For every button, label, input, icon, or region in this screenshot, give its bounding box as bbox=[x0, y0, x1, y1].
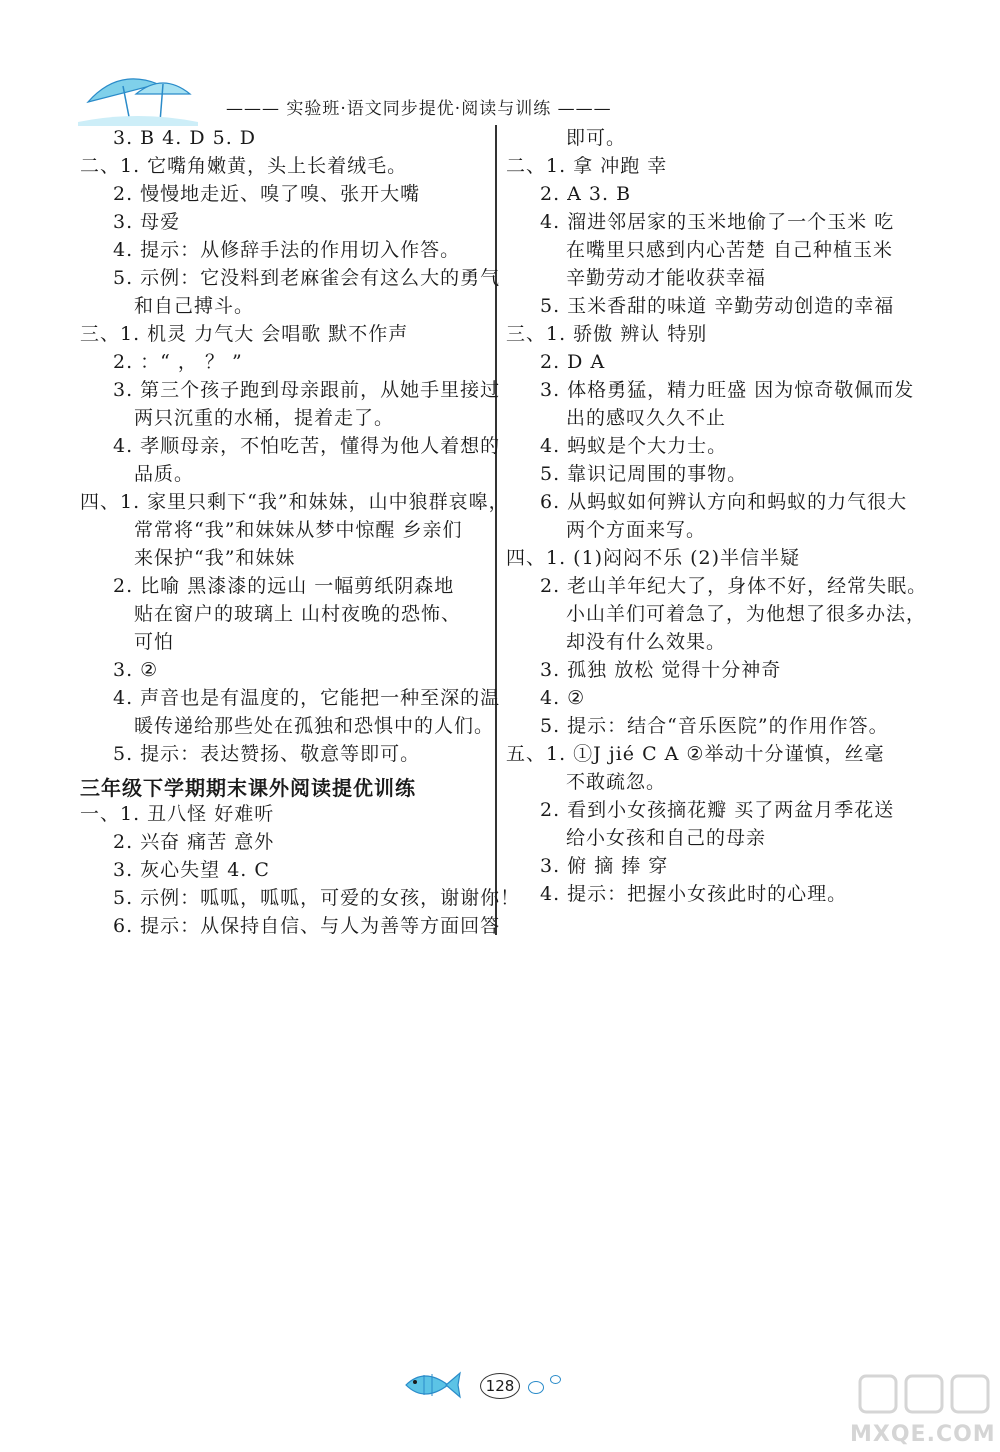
answer-line: 2. 比喻 黑漆漆的远山 一幅剪纸阴森地 bbox=[113, 575, 455, 597]
answer-line: 即可。 bbox=[566, 127, 627, 149]
answer-line: 却没有什么效果。 bbox=[566, 631, 727, 653]
answer-line: 2. 老山羊年纪大了，身体不好，经常失眠。 bbox=[540, 575, 928, 597]
answer-line: 3. ② bbox=[113, 659, 159, 681]
answer-line: 三、1. 机灵 力气大 会唱歌 默不作声 bbox=[80, 323, 409, 345]
answer-line: 2. 兴奋 痛苦 意外 bbox=[113, 831, 275, 853]
answer-line: 两只沉重的水桶，提着走了。 bbox=[134, 407, 395, 429]
column-divider bbox=[495, 125, 497, 935]
answer-line: 6. 从蚂蚁如何辨认方向和蚂蚁的力气很大 bbox=[540, 491, 908, 513]
answer-line: 5. 玉米香甜的味道 辛勤劳动创造的幸福 bbox=[540, 295, 895, 317]
bubble-icon bbox=[528, 1381, 544, 1394]
answer-line: 两个方面来写。 bbox=[566, 519, 707, 541]
answer-line: 4. 溜进邻居家的玉米地偷了一个玉米 吃 bbox=[540, 211, 895, 233]
header-title: ——— 实验班·语文同步提优·阅读与训练 ——— bbox=[226, 99, 612, 119]
answer-line: 和自己搏斗。 bbox=[134, 295, 255, 317]
fish-icon bbox=[400, 1365, 462, 1405]
answer-line: 3. 灰心失望 4. C bbox=[113, 859, 270, 881]
answer-line: 辛勤劳动才能收获幸福 bbox=[566, 267, 767, 289]
watermark-logo bbox=[850, 1370, 1000, 1450]
answer-line: 常常将“我”和妹妹从梦中惊醒 乡亲们 bbox=[134, 519, 463, 541]
answer-line: 4. 蚂蚁是个大力士。 bbox=[540, 435, 728, 457]
answer-line: 4. 提示：从修辞手法的作用切入作答。 bbox=[113, 239, 461, 261]
answer-line: 暖传递给那些处在孤独和恐惧中的人们。 bbox=[134, 715, 495, 737]
answer-line: 二、1. 拿 冲跑 幸 bbox=[506, 155, 668, 177]
answer-line: 6. 提示：从保持自信、与人为善等方面回答 bbox=[113, 915, 501, 937]
answer-line: 四、1. 家里只剩下“我”和妹妹，山中狼群哀嗥， bbox=[80, 491, 509, 513]
answer-line: 五、1. ①J jié C A ②举动十分谨慎，丝毫 bbox=[506, 743, 885, 765]
answer-line: 4. 声音也是有温度的，它能把一种至深的温 bbox=[113, 687, 501, 709]
answer-line: 3. B 4. D 5. D bbox=[113, 127, 257, 149]
answer-line: 小山羊们可着急了，为他想了很多办法， bbox=[566, 603, 927, 625]
answer-line: 2. D A bbox=[540, 351, 606, 373]
bubble-icon bbox=[550, 1375, 561, 1384]
answer-line: 3. 体格勇猛，精力旺盛 因为惊奇敬佩而发 bbox=[540, 379, 915, 401]
answer-line: 贴在窗户的玻璃上 山村夜晚的恐怖、 bbox=[134, 603, 462, 625]
answer-line: 2. 看到小女孩摘花瓣 买了两盆月季花送 bbox=[540, 799, 895, 821]
answer-line: 四、1. (1)闷闷不乐 (2)半信半疑 bbox=[506, 547, 801, 569]
answer-line: 在嘴里只感到内心苦楚 自己种植玉米 bbox=[566, 239, 894, 261]
answer-line: 2. ：“ ， ？ ” bbox=[113, 351, 243, 373]
beach-umbrella-icon bbox=[78, 64, 198, 126]
answer-line: 2. 慢慢地走近、嗅了嗅、张开大嘴 bbox=[113, 183, 421, 205]
page-footer bbox=[400, 1365, 580, 1405]
answer-line: 4. 提示：把握小女孩此时的心理。 bbox=[540, 883, 848, 905]
answer-line: 三、1. 骄傲 辨认 特别 bbox=[506, 323, 708, 345]
answer-line: 3. 孤独 放松 觉得十分神奇 bbox=[540, 659, 782, 681]
page-header bbox=[78, 64, 648, 124]
answer-line: 5. 示例：它没料到老麻雀会有这么大的勇气 bbox=[113, 267, 501, 289]
answer-line: 5. 靠识记周围的事物。 bbox=[540, 463, 748, 485]
answer-line: 3. 俯 摘 捧 穿 bbox=[540, 855, 669, 877]
answer-line: 5. 示例：呱呱，呱呱，可爱的女孩，谢谢你！ bbox=[113, 887, 521, 909]
answer-line: 给小女孩和自己的母亲 bbox=[566, 827, 767, 849]
answer-line: 4. ② bbox=[540, 687, 586, 709]
answer-line: 4. 孝顺母亲，不怕吃苦，懂得为他人着想的 bbox=[113, 435, 501, 457]
answer-line: 一、1. 丑八怪 好难听 bbox=[80, 803, 275, 825]
answer-line: 来保护“我”和妹妹 bbox=[134, 547, 296, 569]
answer-line: 3. 第三个孩子跑到母亲跟前，从她手里接过 bbox=[113, 379, 501, 401]
answer-line: 5. 提示：结合“音乐医院”的作用作答。 bbox=[540, 715, 889, 737]
answer-line: 品质。 bbox=[134, 463, 195, 485]
answer-line: 二、1. 它嘴角嫩黄，头上长着绒毛。 bbox=[80, 155, 408, 177]
page-number: 128 bbox=[480, 1373, 520, 1399]
answer-line: 5. 提示：表达赞扬、敬意等即可。 bbox=[113, 743, 421, 765]
answer-line: 出的感叹久久不止 bbox=[566, 407, 727, 429]
answer-line: 可怕 bbox=[134, 631, 175, 653]
watermark-seal-icon bbox=[850, 1370, 1000, 1420]
answer-line: 2. A 3. B bbox=[540, 183, 632, 205]
answer-line: 不敢疏忽。 bbox=[566, 771, 667, 793]
section-heading: 三年级下学期期末课外阅读提优训练 bbox=[80, 776, 416, 800]
watermark-text: MXQE.COM bbox=[850, 1422, 996, 1447]
answer-line: 3. 母爱 bbox=[113, 211, 181, 233]
